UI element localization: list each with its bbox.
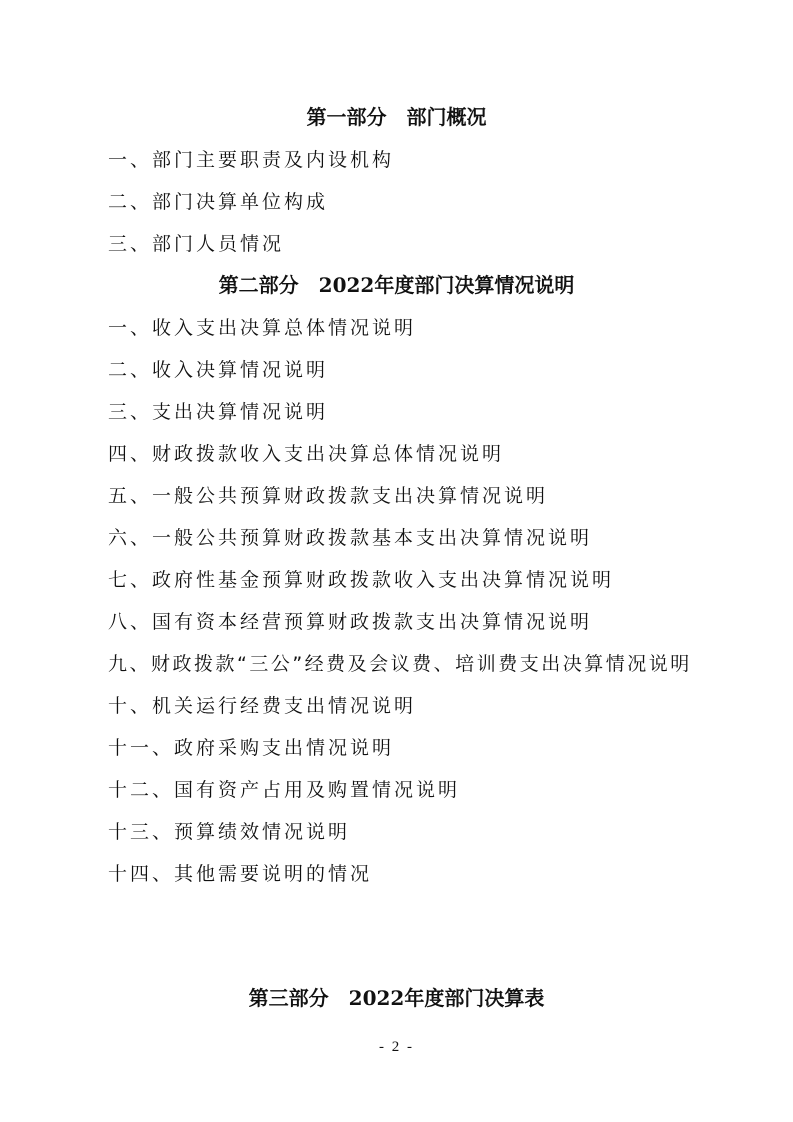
part2-item: 四、财政拨款收入支出决算总体情况说明 <box>108 443 505 465</box>
part2-item: 十、机关运行经费支出情况说明 <box>108 695 417 717</box>
part2-item: 三、支出决算情况说明 <box>108 401 329 423</box>
part1-item: 二、部门决算单位构成 <box>108 191 329 213</box>
part2-item: 五、一般公共预算财政拨款支出决算情况说明 <box>108 485 549 507</box>
part1-title: 第一部分 部门概况 <box>306 105 487 129</box>
part2-item: 十四、其他需要说明的情况 <box>108 863 373 885</box>
page-number: - 2 - <box>379 1039 414 1055</box>
part2-item: 八、国有资本经营预算财政拨款支出决算情况说明 <box>108 611 593 633</box>
part2-item: 二、收入决算情况说明 <box>108 359 329 381</box>
part2-item: 九、财政拨款“三公”经费及会议费、培训费支出决算情况说明 <box>108 653 692 675</box>
part1-item: 三、部门人员情况 <box>108 233 285 255</box>
part2-item: 十一、政府采购支出情况说明 <box>108 737 395 759</box>
part2-title: 第二部分 2022年度部门决算情况说明 <box>218 273 575 297</box>
part3-title: 第三部分 2022年度部门决算表 <box>248 986 545 1010</box>
part2-item: 十二、国有资产占用及购置情况说明 <box>108 779 461 801</box>
part1-item: 一、部门主要职责及内设机构 <box>108 149 395 171</box>
part2-item: 六、一般公共预算财政拨款基本支出决算情况说明 <box>108 527 593 549</box>
part2-item: 七、政府性基金预算财政拨款收入支出决算情况说明 <box>108 569 615 591</box>
part2-item: 十三、预算绩效情况说明 <box>108 821 351 843</box>
part2-item: 一、收入支出决算总体情况说明 <box>108 317 417 339</box>
